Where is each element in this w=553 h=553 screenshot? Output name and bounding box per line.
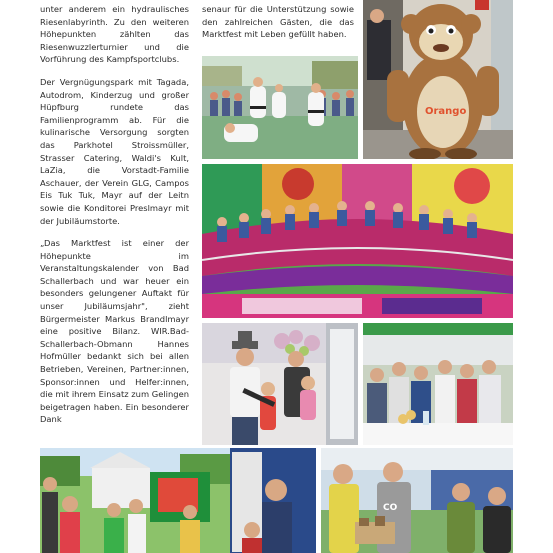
photo-guests-seated [363, 323, 513, 445]
photo-magician-show [202, 323, 358, 445]
photo-mascot [363, 0, 513, 159]
photo-group-presentation [321, 448, 513, 553]
article-column-2 [202, 3, 354, 51]
article-paragraph: Der Vergnügungspark mit Tagada, Autodrom, Kinderzug und großer Hüpfburg rundete das Familienprogramm ab. Für die kulinarische Versorgung sorgten das Parkhotel Stroissmüller, Strasser Catering, Waldi's Kult, LaZia, die Vorstadt-Familie Aschauer, der Verein GLG, Campos Eis Tuk Tuk, Mayr auf der Leitn sowie die Konditorei Preslmayr mit der Jubiläumstorte. [40, 76, 189, 226]
photo-tagada-ride [202, 164, 513, 318]
article-paragraph: senaur für die Unterstützung sowie den zahlreichen Gästen, die das Marktfest mit Leben gefüllt haben. [202, 4, 354, 40]
mascot-sign-text: Orango [425, 106, 467, 117]
photo-judo-demonstration [202, 56, 358, 159]
photo-bouncy-castle [40, 448, 316, 553]
article-paragraph: „Das Marktfest ist einer der Höhepunkte im Veranstaltungskalender von Bad Schallerbach und war heuer ein besonders gelungener Auftakt für unser Jubiläumsjahr", zieht Bürgermeister Markus Brandlmayr eine positive Bilanz. WIR.Bad-Schallerbach-Obmann Hannes Hofmüller bedankt sich bei allen Betrieben, Vereinen, Partner:innen, Sponsor:innen und Helfer:innen, die mit ihrem Einsatz zum Gelingen beigetragen haben. Ein besonderer Dank [40, 238, 189, 425]
shirt-text: CO [383, 503, 398, 513]
article-paragraph: unter anderem ein hydraulisches Riesenlabyrinth. Zu den weiteren Höhepunkten zählten das Riesenwuzzlerturnier und die Vorführung des Kampfsportclubs. [40, 4, 189, 65]
article-column-1 [40, 3, 189, 436]
